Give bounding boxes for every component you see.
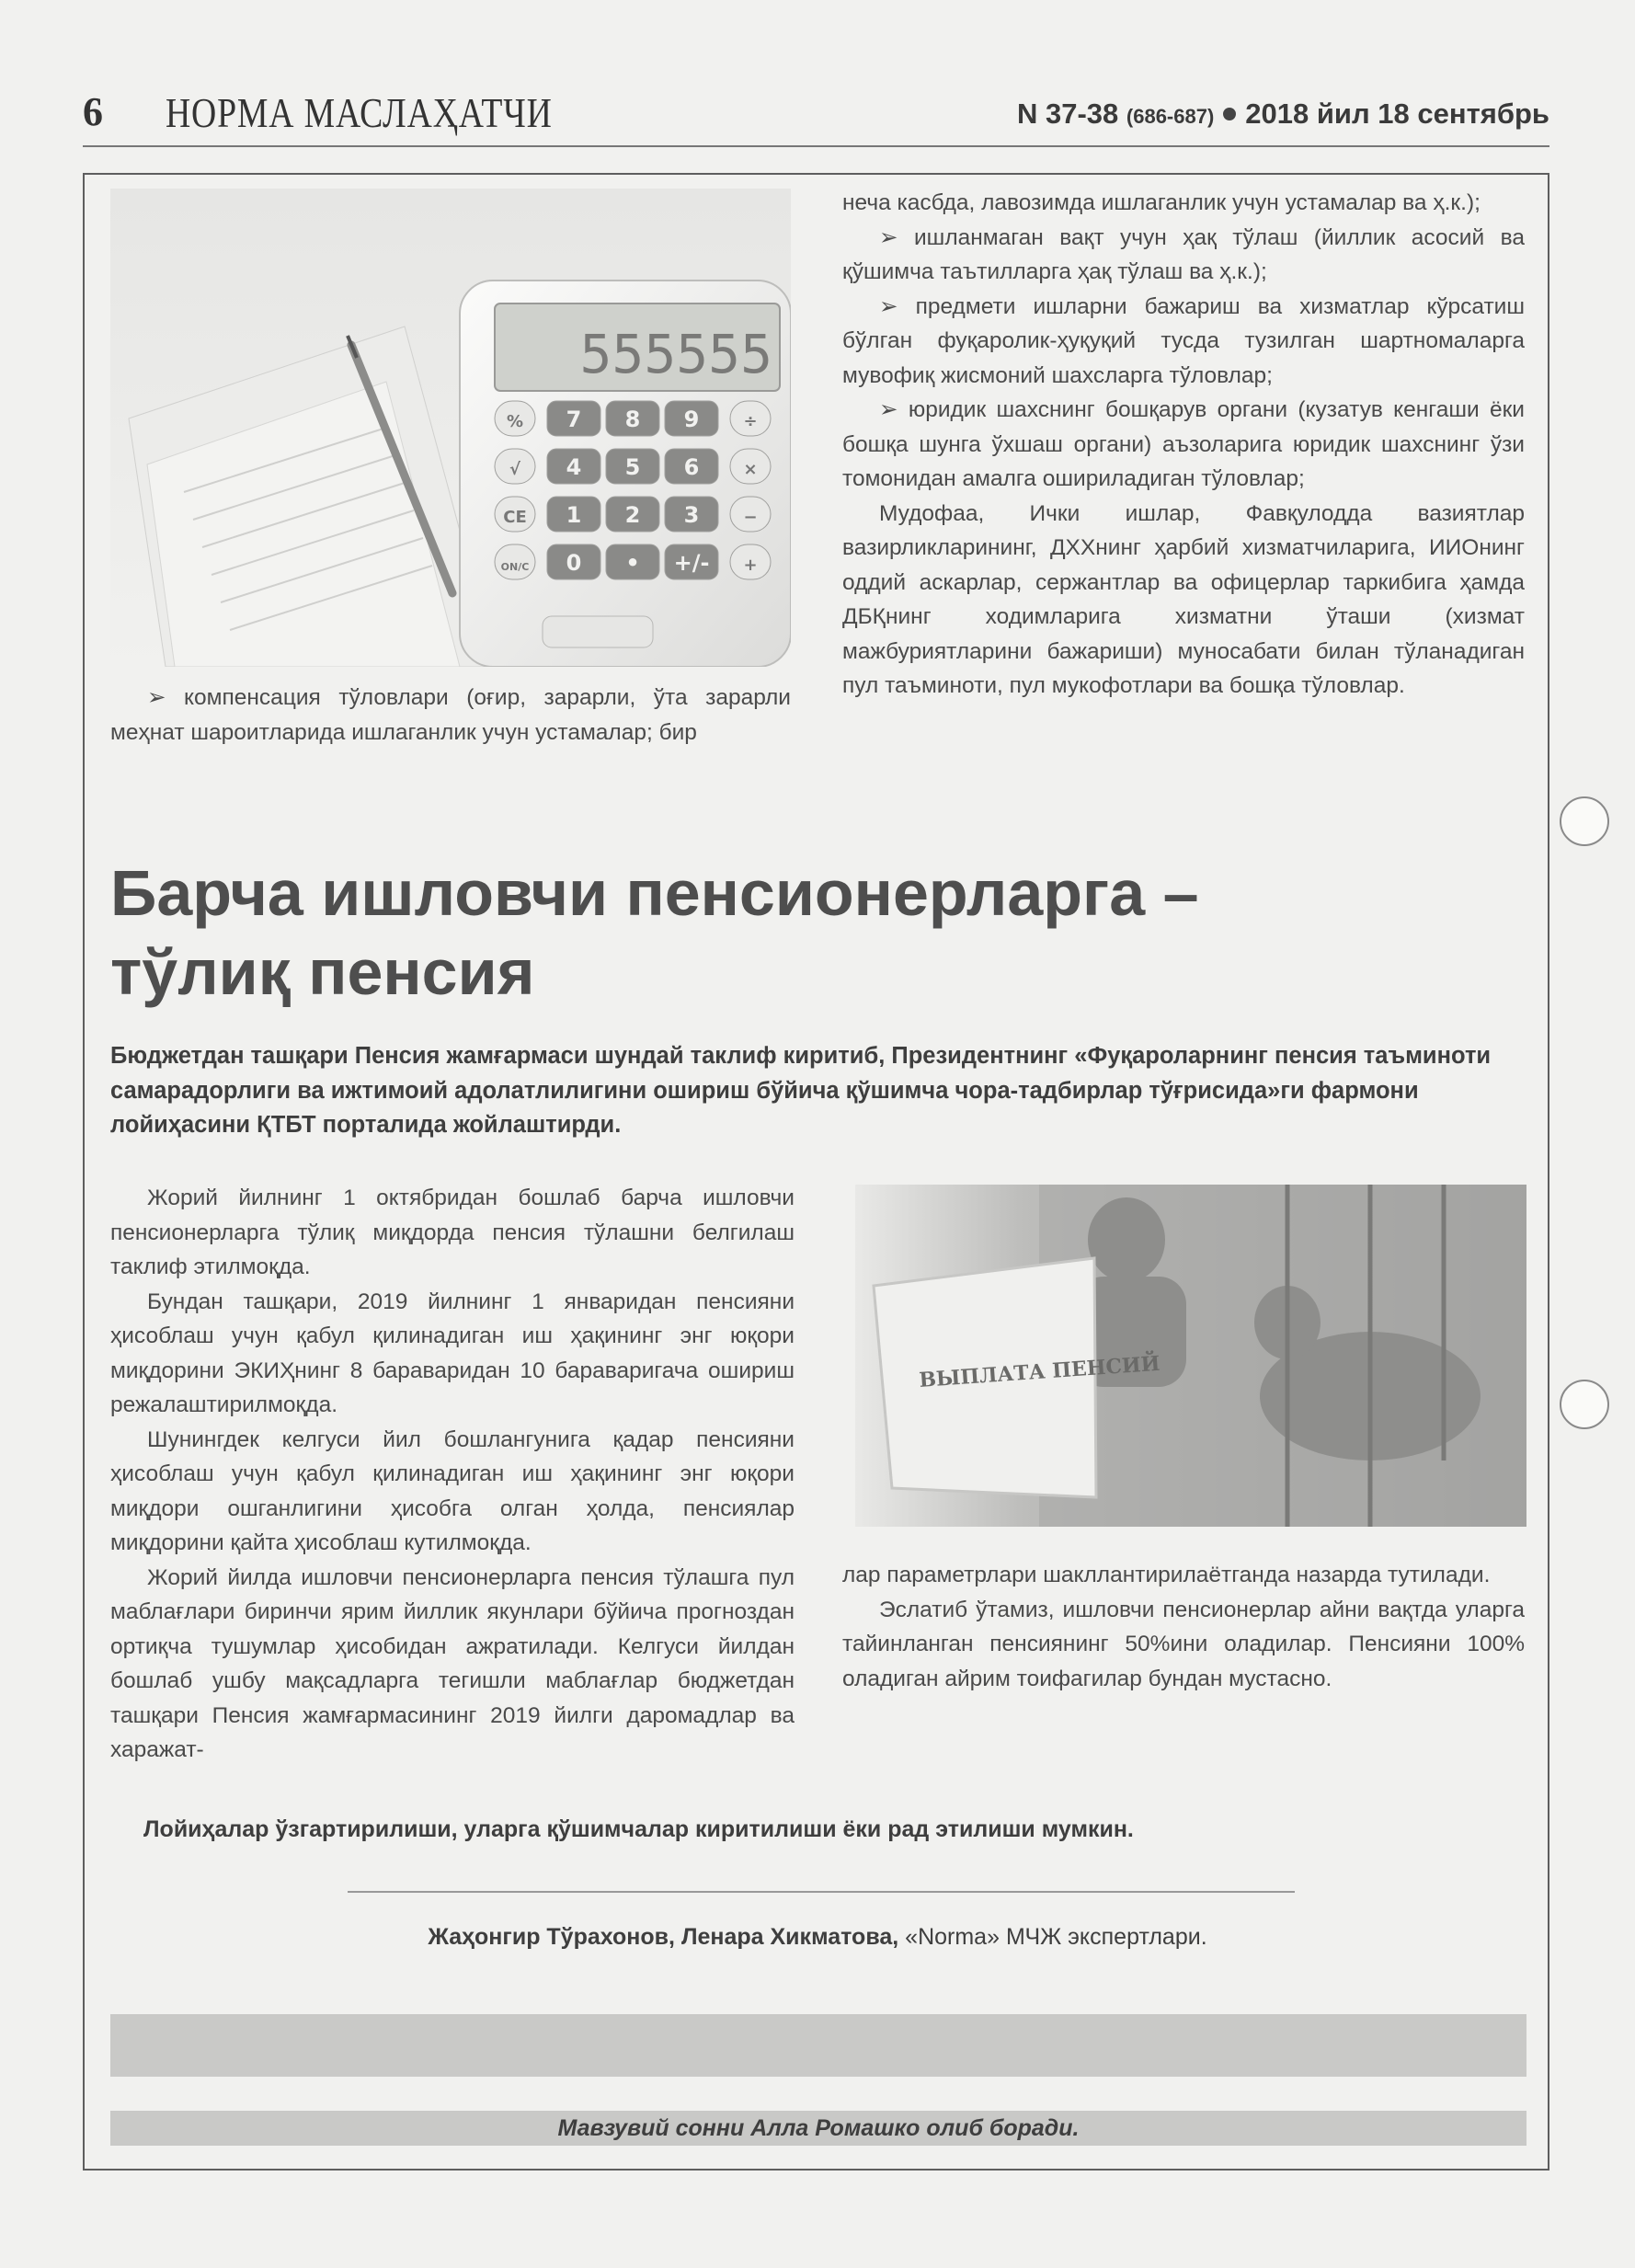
headline-line: тўлиқ пенсия — [110, 936, 535, 1008]
article-lead: Бюджетдан ташқари Пенсия жамғармаси шундай таклиф киритиб, Президентнинг «Фуқароларнинг пенсия таъминоти самарадорлиги ва ижтимоий адолатлилигини ошириш бўйича қўшимча чора-тадбирлар тўғрисида»ги фармони лойиҳасини ҚТБТ порталида жойлаштирди. — [110, 1043, 1492, 1138]
article-headline — [110, 853, 1490, 1012]
issue-sub-number: (686-687) — [1126, 105, 1215, 128]
calculator-key-label: ON/C — [500, 561, 530, 573]
paragraph: Шунингдек келгуси йил бошлангунига қадар пенсияни ҳисоблаш учун қабул қилинадиган иш ҳақининг энг юқори миқдори ошганлигини ҳисобга олган ҳолда, пенсиялар миқдорини қайта ҳисоблаш кутилмоқда. — [110, 1426, 795, 1555]
paragraph: неча касбда, лавозимда ишлаганлик учун устамалар ва ҳ.к.); — [842, 190, 1481, 215]
calculator-key-label: 1 — [566, 502, 582, 528]
top-right-column — [842, 186, 1525, 704]
author-names: Жаҳонгир Тўрахонов, Ленара Хикматова, — [428, 1924, 899, 1950]
calculator-key-label: 0 — [566, 550, 582, 576]
calculator-key-label: √ — [509, 460, 521, 479]
calculator-key-label: 9 — [683, 407, 700, 432]
paragraph: Мудофаа, Ички ишлар, Фавқулодда вазиятлар вазирликларининг, ДХХнинг ҳарбий хизматчиларига, ИИОнинг оддий аскарлар, сержантлар ва офицерлар таркибига ҳамда ДБҚнинг ходимларига хизматни ўташи (хизмат мажбуриятларини бажариши) муносабати билан тўланадиган пул таъминоти, пул мукофотлари ва бошқа тўловлар. — [842, 500, 1525, 698]
signature-rule — [348, 1891, 1295, 1893]
headline-line: Барча ишловчи пенсионерларга – — [110, 857, 1199, 929]
calculator-key-label: +/- — [673, 550, 710, 576]
calculator-key-label: + — [743, 556, 758, 575]
calculator-display: 555555 — [579, 323, 772, 385]
calculator-key-label: 7 — [566, 407, 582, 432]
calculator-key-label: CE — [503, 508, 527, 527]
punch-hole-icon — [1560, 1380, 1609, 1429]
calculator-key-label: 4 — [566, 454, 582, 480]
calculator-key-label: 2 — [624, 502, 641, 528]
bullet-dot-icon — [1223, 108, 1236, 120]
calculator-key-label: 5 — [624, 454, 641, 480]
paragraph: лар параметрлари шакллантирилаётганда назарда тутилади. — [842, 1563, 1491, 1587]
paragraph: ➢ компенсация тўловлари (оғир, зарарли, ўта зарарли меҳнат шароитларида ишлаганлик учун устамалар; бир — [110, 685, 791, 745]
calculator-key-label: • — [625, 550, 640, 576]
calculator-photo — [110, 189, 791, 667]
punch-hole-icon — [1560, 796, 1609, 846]
issue-info — [1017, 97, 1549, 131]
top-left-column — [110, 681, 791, 750]
editor-line: Мавзувий сонни Алла Ромашко олиб боради. — [110, 2111, 1526, 2146]
pension-office-photo — [855, 1185, 1526, 1527]
gray-band — [110, 2014, 1526, 2077]
calculator-key-label: − — [743, 508, 758, 527]
calculator-key-label: 3 — [683, 502, 700, 528]
author-role: «Norma» МЧЖ экспертлари. — [905, 1924, 1207, 1950]
calculator-key-label: 8 — [624, 407, 641, 432]
header-rule — [83, 145, 1549, 147]
paragraph: Эслатиб ўтамиз, ишловчи пенсионерлар айни вақтда уларга тайинланган пенсиянинг 50%ини оладилар. Пенсияни 100% оладиган айрим тоифагилар бундан мустасно. — [842, 1597, 1525, 1691]
article-authors — [0, 1924, 1635, 1951]
article-left-column — [110, 1181, 795, 1768]
photo-sign: ВЫПЛАТА ПЕНСИЙ — [918, 1351, 1161, 1392]
paragraph: Жорий йилда ишловчи пенсионерларга пенсия тўлашга пул маблағлари биринчи ярим йиллик якунлари бўйича прогноздан ортиқча тушумлар ҳисобидан ажратилади. Келгуси йилдан бошлаб ушбу мақсадларга тегишли маблағлар бюджетдан ташқари Пенсия жамғармасининг 2019 йилги даромадлар ва харажат- — [110, 1564, 795, 1762]
calculator-key-label: 6 — [683, 454, 700, 480]
calculator-key-label: ÷ — [743, 412, 758, 431]
calculator-key-label: × — [743, 460, 758, 479]
paragraph: Жорий йилнинг 1 октябридан бошлаб барча ишловчи пенсионерларга тўлиқ миқдорда пенсия тўлашни белгилаш таклиф этилмоқда. — [110, 1186, 795, 1279]
paragraph: ➢ ишланмаган вақт учун ҳақ тўлаш (йиллик асосий ва қўшимча таътилларга ҳақ тўлаш ва ҳ.к.); — [842, 224, 1525, 284]
issue-date: 2018 йил 18 сентябрь — [1245, 97, 1549, 130]
article-note: Лойиҳалар ўзгартирилиши, уларга қўшимчалар киритилиши ёки рад этилиши мумкин. — [143, 1816, 1134, 1842]
paragraph: ➢ предмети ишларни бажариш ва хизматлар кўрсатиш бўлган фуқаролик-ҳуқуқий тусда тузилган шартномаларга мувофиқ жисмоний шахсларга тўловлар; — [842, 293, 1525, 388]
article-right-column — [842, 1558, 1525, 1696]
masthead: НОРМА МАСЛАҲАТЧИ — [166, 89, 553, 136]
calculator-key-label: % — [506, 412, 524, 431]
issue-number: N 37-38 — [1016, 97, 1119, 130]
page-header — [83, 88, 1549, 143]
paragraph: ➢ юридик шахснинг бошқарув органи (кузатув кенгаши ёки бошқа шунга ўхшаш органи) аъзоларига юридик шахснинг ўзи томонидан амалга ошириладиган тўловлар; — [842, 397, 1525, 491]
page-number: 6 — [83, 89, 103, 134]
paragraph: Бундан ташқари, 2019 йилнинг 1 январидан пенсияни ҳисоблаш учун қабул қилинадиган иш ҳақининг энг юқори миқдорини ЭКИҲнинг 8 бараваридан 10 бараваригача ошириш режалаштирилмоқда. — [110, 1289, 795, 1417]
